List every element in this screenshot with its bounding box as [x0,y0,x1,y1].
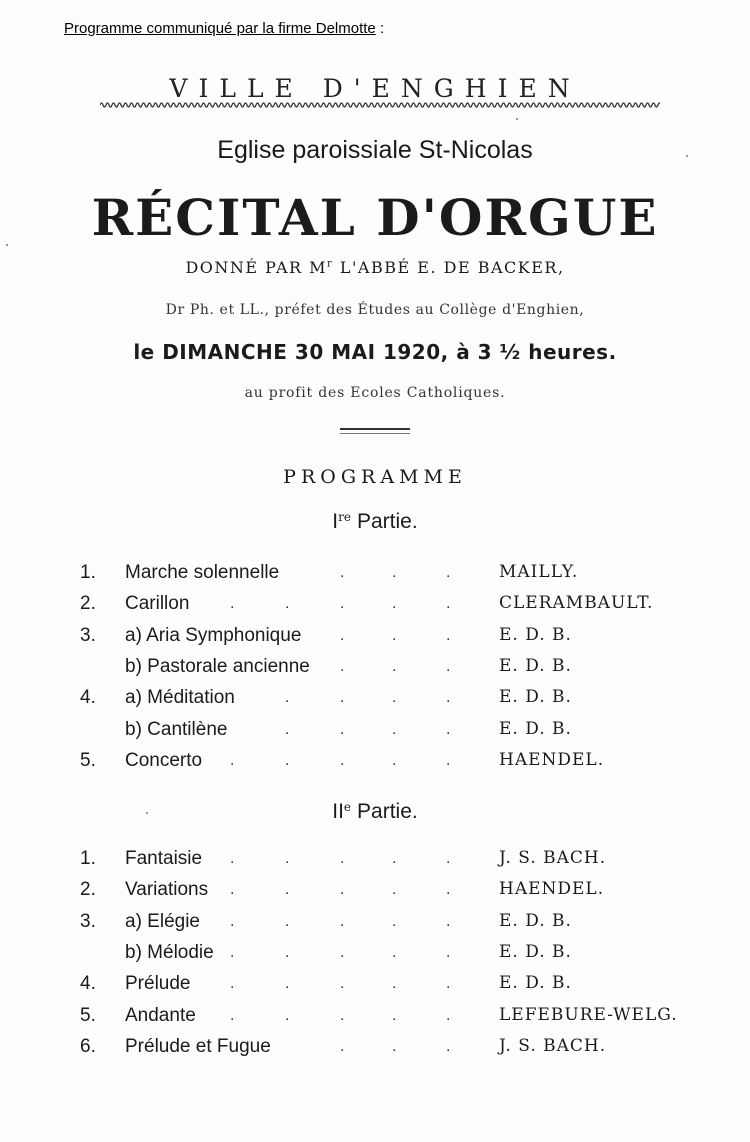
leader-dot: . [446,912,451,930]
leader-dot: . [340,564,345,581]
item-title: Prélude [125,973,191,995]
item-title: b) Pastorale ancienne [125,655,310,677]
leader-dot: . [285,975,290,993]
performer-title-sup: r [327,258,334,270]
leader-dot: . [446,626,451,644]
performer-name: L'ABBÉ E. DE BACKER, [333,258,565,277]
item-title: a) Elégie [125,910,200,932]
leader-dot: . [392,720,397,738]
divider-rule [340,428,410,434]
programme-item [0,973,750,1001]
church-name: Eglise paroissiale St-Nicolas [217,136,533,164]
item-composer: J. S. BACH. [499,848,607,868]
item-title: Variations [125,879,209,901]
item-composer: E. D. B. [499,910,572,931]
leader-dot: . [446,657,451,675]
leader-dot: . [340,595,345,613]
programme-item [0,942,750,970]
programme-item [0,1036,750,1064]
item-number: 5. [80,749,96,771]
leader-dot: . [446,595,451,613]
leader-dot: . [340,1037,345,1055]
leader-dot: . [285,912,290,930]
leader-dot: . [340,943,345,961]
item-number: 2. [80,879,96,901]
leader-dot: . [285,720,290,738]
wavy-rule [100,100,660,110]
leader-dot: . [392,1037,397,1055]
item-composer: CLERAMBAULT. [499,593,654,614]
item-number: 4. [80,973,96,995]
leader-dot: . [392,912,397,930]
leader-dot: . [340,881,345,899]
part-one-heading [0,510,750,534]
leader-dot: . [392,943,397,961]
print-speck [6,244,8,246]
item-number: 1. [80,562,96,583]
item-composer: E. D. B. [499,655,572,676]
item-number: 2. [80,593,96,615]
leader-dot: . [446,1006,451,1024]
leader-dot: . [392,751,397,769]
leader-dot: . [340,850,345,867]
item-composer: J. S. BACH. [499,1035,607,1056]
item-number: 3. [80,624,96,646]
leader-dot: . [446,751,451,769]
leader-dot: . [392,1006,397,1024]
leader-dot: . [392,657,397,675]
leader-dot: . [392,689,397,707]
part-one-label: Partie. [356,510,418,533]
leader-dot: . [340,689,345,707]
performer-line [0,258,750,277]
item-number: 1. [80,848,96,869]
part-two-sup: e [343,800,352,814]
item-composer: MAILLY. [499,562,579,582]
item-composer: E. D. B. [499,973,572,994]
performer-prefix: DONNÉ PAR M [185,258,328,277]
item-number: 6. [80,1035,96,1057]
item-composer: E. D. B. [499,941,572,962]
source-note-text: Programme communiqué par la firme Delmotte [64,20,376,37]
programme-item [0,656,750,684]
print-speck [516,118,518,120]
item-title: Fantaisie [125,848,203,869]
item-composer: HAENDEL. [499,749,605,770]
item-composer: E. D. B. [499,624,572,645]
item-title: a) Aria Symphonique [125,624,302,646]
leader-dot: . [446,689,451,707]
leader-dot: . [340,626,345,644]
leader-dot: . [446,881,451,899]
leader-dot: . [285,850,290,867]
leader-dot: . [285,1006,290,1024]
leader-dot: . [230,881,235,899]
leader-dot: . [392,975,397,993]
part-two-label: Partie. [357,800,418,823]
leader-dot: . [230,912,235,930]
item-composer: E. D. B. [499,718,572,739]
leader-dot: . [230,1006,235,1024]
leader-dot: . [285,943,290,961]
leader-dot: . [446,564,451,581]
item-title: Carillon [125,593,190,615]
leader-dot: . [340,751,345,769]
part-one-roman: I [332,510,339,533]
leader-dot: . [340,975,345,993]
leader-dot: . [446,943,451,961]
item-title: Concerto [125,749,203,771]
leader-dot: . [392,850,397,867]
leader-dot: . [230,595,235,613]
leader-dot: . [230,751,235,769]
leader-dot: . [392,595,397,613]
leader-dot: . [230,943,235,961]
programme-item [0,687,750,715]
item-title: Andante [125,1004,196,1026]
leader-dot: . [392,564,397,581]
programme-heading: PROGRAMME [283,466,467,488]
part-two-heading [0,800,750,824]
source-note [64,20,384,37]
item-title: Prélude et Fugue [125,1035,271,1057]
leader-dot: . [285,751,290,769]
leader-dot: . [340,720,345,738]
programme-item [0,848,750,876]
print-speck [686,155,688,157]
leader-dot: . [340,912,345,930]
leader-dot: . [446,975,451,993]
programme-item [0,719,750,747]
beneficiary-line: au profit des Ecoles Catholiques. [244,385,506,401]
item-composer: LEFEBURE-WELG. [499,1004,678,1025]
leader-dot: . [446,850,451,867]
leader-dot: . [392,881,397,899]
part-two-roman: II [332,800,344,823]
leader-dot: . [230,975,235,993]
programme-item [0,750,750,778]
leader-dot: . [392,626,397,644]
item-title: a) Méditation [125,687,235,709]
leader-dot: . [340,1006,345,1024]
part-one-sup: re [338,510,351,524]
programme-item [0,879,750,907]
leader-dot: . [446,720,451,738]
recital-title: RÉCITAL D'ORGUE [91,188,659,247]
print-speck [146,812,148,814]
leader-dot: . [285,595,290,613]
item-number: 4. [80,687,96,709]
item-title: b) Mélodie [125,941,214,963]
leader-dot: . [230,850,235,867]
programme-item [0,1005,750,1033]
leader-dot: . [340,657,345,675]
programme-item [0,911,750,939]
programme-item [0,625,750,653]
item-composer: HAENDEL. [499,879,605,900]
town-heading: VILLE D'ENGHIEN [169,74,581,103]
event-date: le DIMANCHE 30 MAI 1920, à 3 ½ heures. [133,340,617,364]
programme-item [0,593,750,621]
item-number: 5. [80,1004,96,1026]
performer-credentials: Dr Ph. et LL., préfet des Études au Collège d'Enghien, [165,302,585,318]
leader-dot: . [446,1037,451,1055]
item-title: b) Cantilène [125,718,228,740]
item-number: 3. [80,910,96,932]
leader-dot: . [285,689,290,707]
item-composer: E. D. B. [499,687,572,708]
source-note-colon: : [379,20,385,37]
leader-dot: . [285,881,290,899]
item-title: Marche solennelle [125,562,280,583]
programme-item [0,562,750,590]
